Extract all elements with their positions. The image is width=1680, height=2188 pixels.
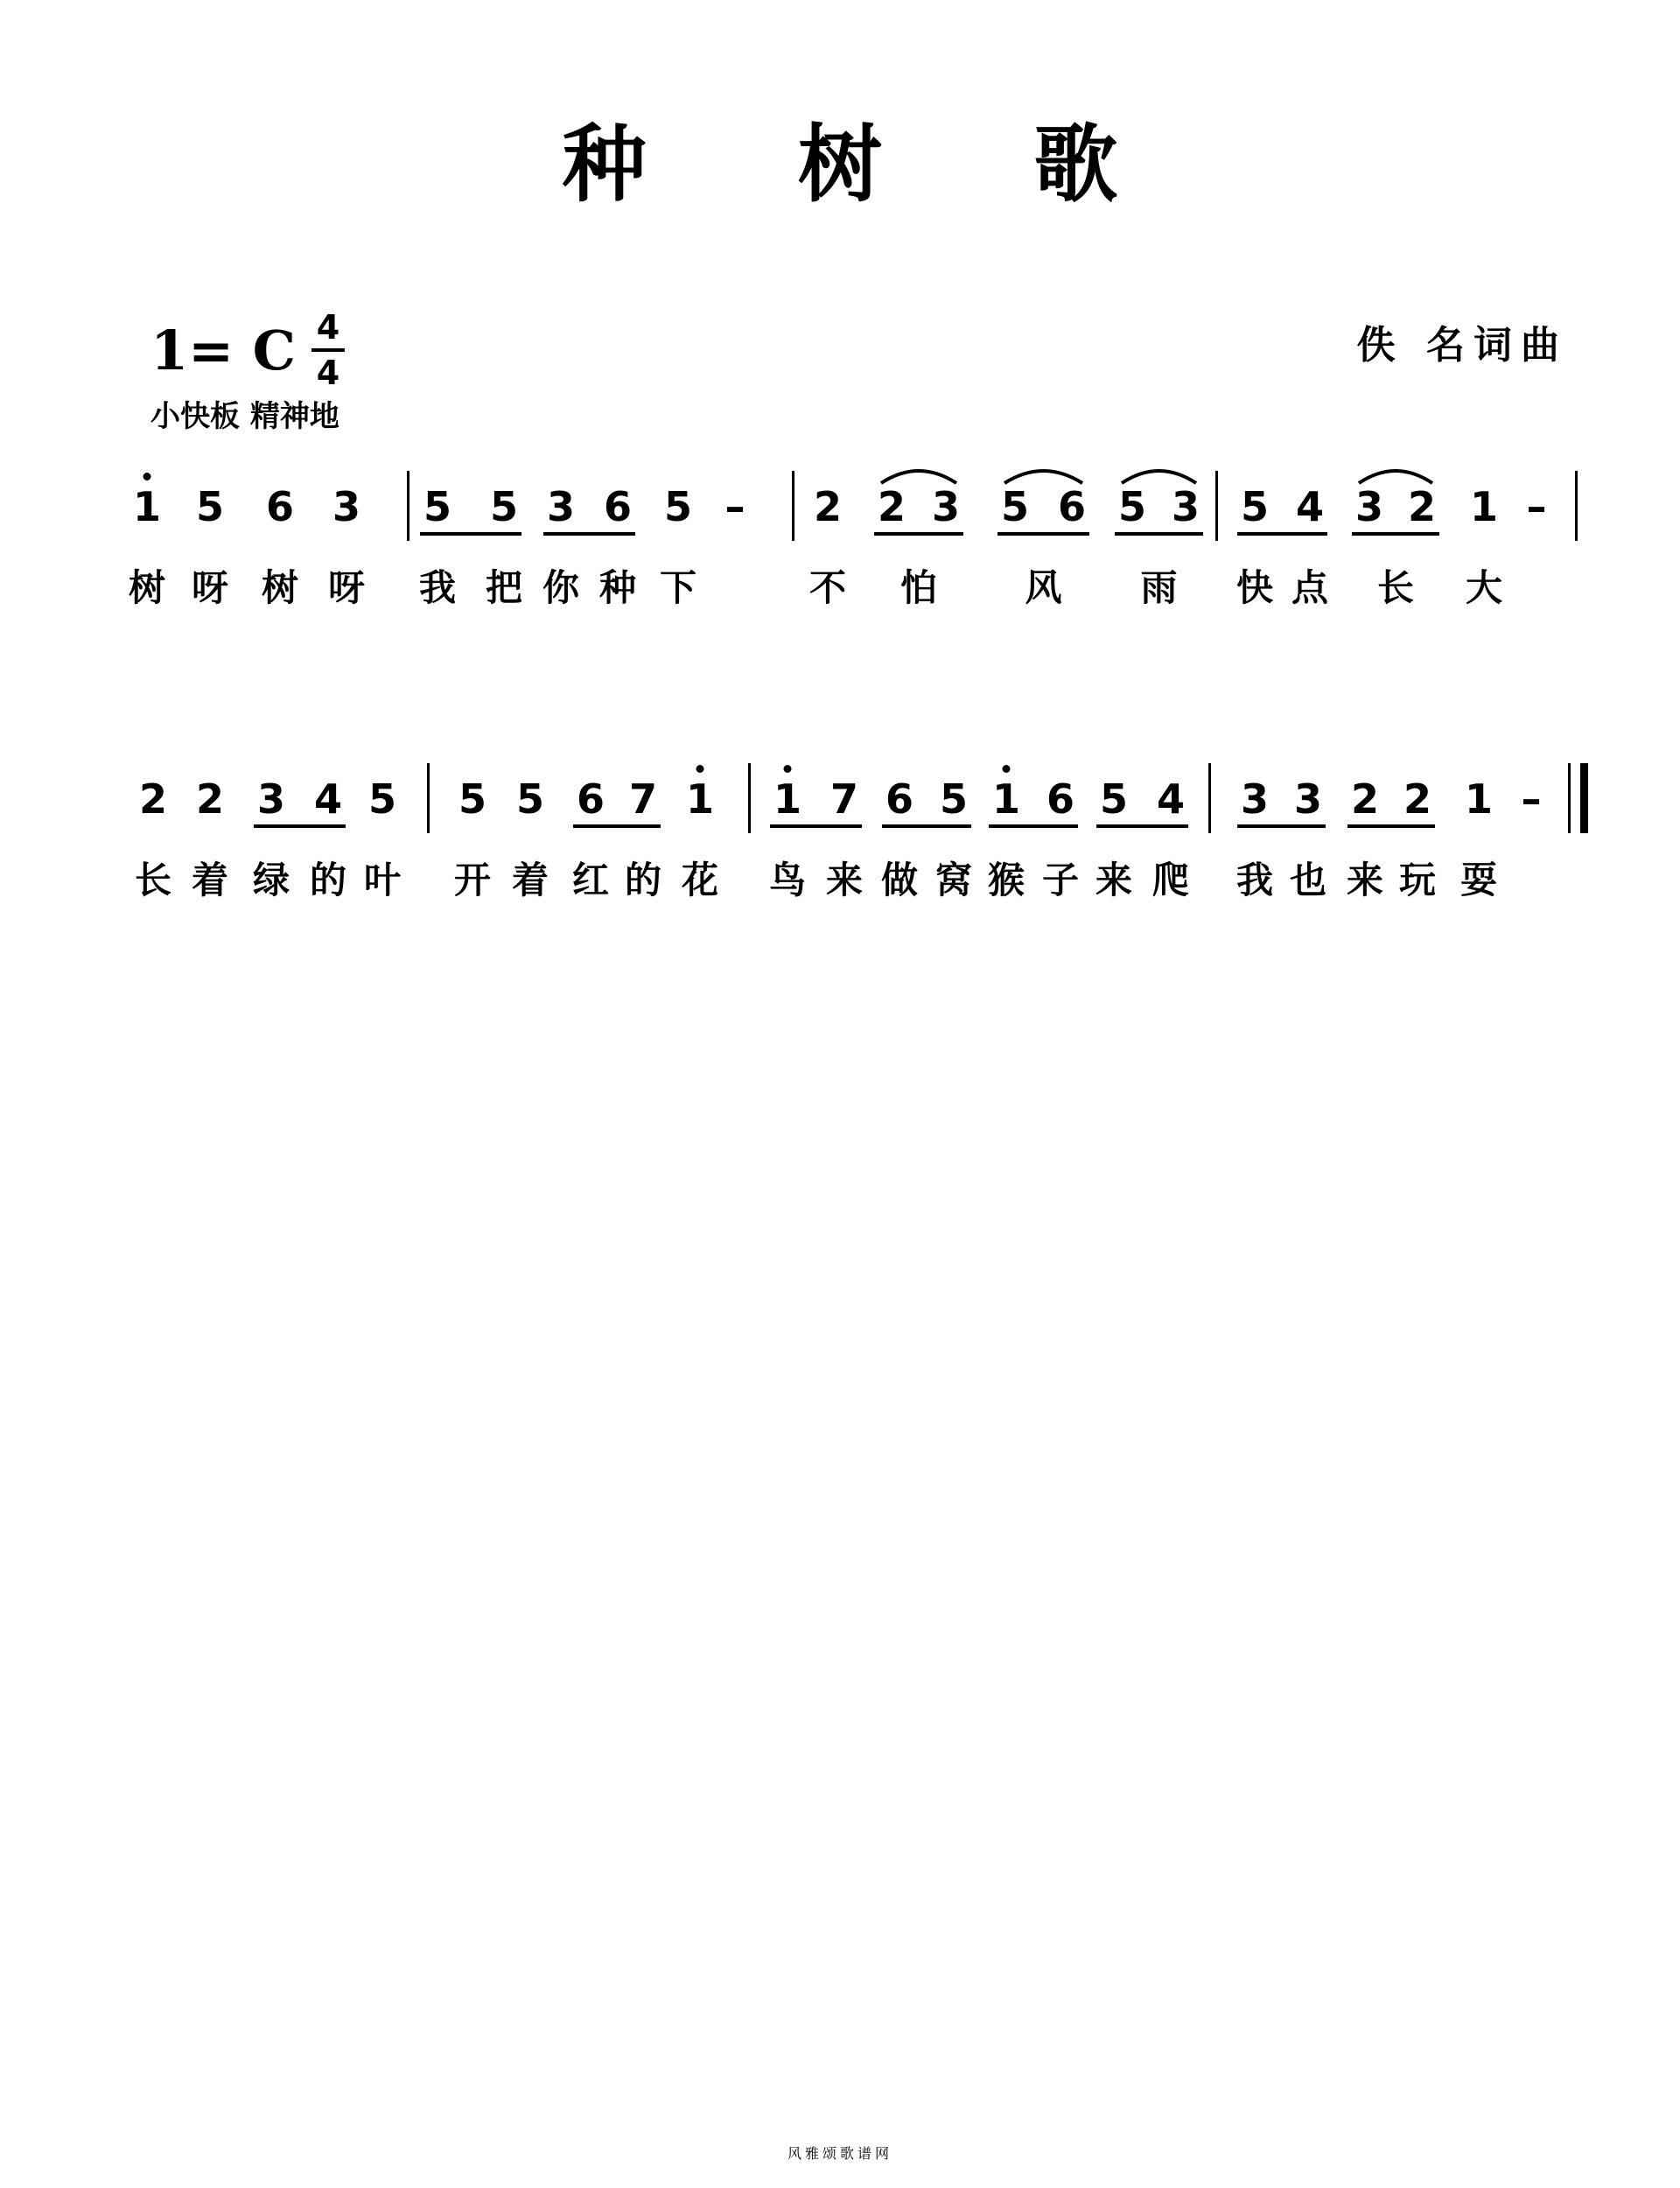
lyric-char: 玩 <box>1398 859 1436 901</box>
note: 2 <box>813 483 842 530</box>
final-bar-thick <box>1580 763 1588 833</box>
eighth-underline <box>254 824 346 828</box>
lyric-char: 花 <box>681 859 718 901</box>
slur-curve <box>881 471 956 483</box>
note: 4 <box>1156 775 1185 823</box>
bar-line <box>1208 763 1211 833</box>
lyric-char: 快 <box>1236 566 1273 609</box>
lyric-char: 你 <box>542 566 579 609</box>
note: 3 <box>1171 483 1200 530</box>
high-octave-dot <box>696 765 704 773</box>
note: 5 <box>663 483 692 530</box>
note: 5 <box>1000 483 1029 530</box>
eighth-underline <box>1115 532 1203 536</box>
note: 5 <box>423 483 452 530</box>
note: 2 <box>138 775 167 823</box>
final-bar-thin <box>1568 763 1571 833</box>
lyric-char: 鸟 <box>768 859 806 901</box>
slur <box>1357 464 1434 485</box>
lyric-char: 的 <box>309 859 346 901</box>
lyric-char: 子 <box>1041 859 1079 901</box>
note: 3 <box>1293 775 1322 823</box>
lyric-char: 来 <box>1095 859 1132 901</box>
bar-line <box>407 471 410 541</box>
note: 2 <box>877 483 906 530</box>
note: 6 <box>576 775 605 823</box>
note: 1 <box>991 775 1020 823</box>
high-octave-dot <box>144 473 151 480</box>
lyric-char: 怕 <box>900 566 937 609</box>
eighth-underline <box>998 532 1089 536</box>
lyric-char: 把 <box>485 566 522 609</box>
note: 2 <box>1407 483 1436 530</box>
note: 7 <box>628 775 657 823</box>
note: 2 <box>195 775 224 823</box>
lyric-char: 长 <box>1376 566 1414 609</box>
eighth-underline <box>770 824 862 828</box>
lyric-char: 窝 <box>934 859 972 901</box>
note: 3 <box>931 483 960 530</box>
eighth-underline <box>989 824 1078 828</box>
note: 3 <box>332 483 360 530</box>
slur-curve <box>1122 471 1196 483</box>
slur-curve <box>1359 471 1432 483</box>
note: 5 <box>939 775 968 823</box>
note: 5 <box>1117 483 1146 530</box>
note: 3 <box>256 775 285 823</box>
bar-line <box>792 471 794 541</box>
eighth-underline <box>1352 532 1439 536</box>
lyric-char: 风 <box>1025 566 1062 609</box>
note: 5 <box>1240 483 1269 530</box>
eighth-underline <box>543 532 635 536</box>
note: 3 <box>1354 483 1383 530</box>
note: 5 <box>515 775 544 823</box>
lyric-char: 树 <box>261 566 298 609</box>
note: 1 <box>773 775 802 823</box>
composer-credit: 佚 名词曲 <box>1356 323 1568 368</box>
tempo-marking: 小快板 精神地 <box>150 399 340 434</box>
lyric-char: 开 <box>453 859 491 901</box>
lyric-char: 红 <box>571 859 609 901</box>
note: 1 <box>1464 775 1493 823</box>
lyric-char: 点 <box>1291 566 1328 609</box>
time-top: 4 <box>316 308 340 347</box>
bar-line <box>427 763 430 833</box>
key-text: 1= C <box>150 318 297 382</box>
lyric-char: 下 <box>659 566 696 609</box>
dash-note: – <box>1521 775 1542 823</box>
lyric-char: 我 <box>418 566 456 609</box>
note: 1 <box>132 483 161 530</box>
note: 5 <box>489 483 518 530</box>
eighth-underline <box>573 824 661 828</box>
lyric-char: 着 <box>191 859 228 901</box>
lyric-char: 猴 <box>987 859 1025 901</box>
dash-note: – <box>724 483 746 530</box>
note: 2 <box>1350 775 1379 823</box>
lyric-char: 来 <box>1346 859 1383 901</box>
note: 1 <box>1469 483 1498 530</box>
lyric-char: 耍 <box>1460 859 1497 901</box>
note: 3 <box>546 483 575 530</box>
note: 6 <box>1057 483 1086 530</box>
eighth-underline <box>420 532 522 536</box>
note: 7 <box>830 775 858 823</box>
note: 5 <box>1099 775 1128 823</box>
lyric-char: 不 <box>808 566 846 609</box>
note: 4 <box>1295 483 1324 530</box>
lyric-char: 种 <box>598 566 636 609</box>
eighth-underline <box>1096 824 1188 828</box>
lyric-char: 来 <box>825 859 863 901</box>
note: 2 <box>1403 775 1432 823</box>
note: 1 <box>685 775 714 823</box>
bar-line <box>1215 471 1218 541</box>
slur <box>1003 464 1084 485</box>
note: 6 <box>603 483 632 530</box>
note: 5 <box>195 483 224 530</box>
slur-curve <box>1004 471 1082 483</box>
lyric-char: 爬 <box>1152 859 1189 901</box>
lyric-char: 绿 <box>252 859 290 901</box>
eighth-underline <box>1348 824 1435 828</box>
note: 6 <box>885 775 914 823</box>
note: 3 <box>1240 775 1269 823</box>
eighth-underline <box>1237 532 1327 536</box>
time-bottom: 4 <box>316 354 340 392</box>
eighth-underline <box>882 824 971 828</box>
lyric-char: 呀 <box>191 566 228 609</box>
lyric-char: 叶 <box>363 859 401 901</box>
lyric-char: 的 <box>624 859 662 901</box>
lyric-char: 大 <box>1465 566 1502 609</box>
lyric-char: 呀 <box>327 566 365 609</box>
lyric-char: 也 <box>1289 859 1326 901</box>
footer-watermark: 风雅颂歌谱网 <box>787 2145 892 2162</box>
slur <box>1120 464 1198 485</box>
note: 4 <box>313 775 342 823</box>
note: 5 <box>458 775 486 823</box>
eighth-underline <box>874 532 963 536</box>
bar-line <box>748 763 751 833</box>
note: 6 <box>1046 775 1074 823</box>
lyric-char: 做 <box>880 859 918 901</box>
lyric-char: 树 <box>128 566 165 609</box>
lyric-char: 雨 <box>1140 566 1178 609</box>
note: 5 <box>368 775 396 823</box>
note: 6 <box>265 483 294 530</box>
slur <box>879 464 958 485</box>
dash-note: – <box>1526 483 1547 530</box>
high-octave-dot <box>784 765 792 773</box>
high-octave-dot <box>1003 765 1011 773</box>
bar-line <box>1575 471 1578 541</box>
eighth-underline <box>1237 824 1326 828</box>
lyric-char: 着 <box>511 859 549 901</box>
lyric-char: 我 <box>1236 859 1273 901</box>
lyric-char: 长 <box>134 859 172 901</box>
song-title: 种 树 歌 <box>562 116 1180 214</box>
